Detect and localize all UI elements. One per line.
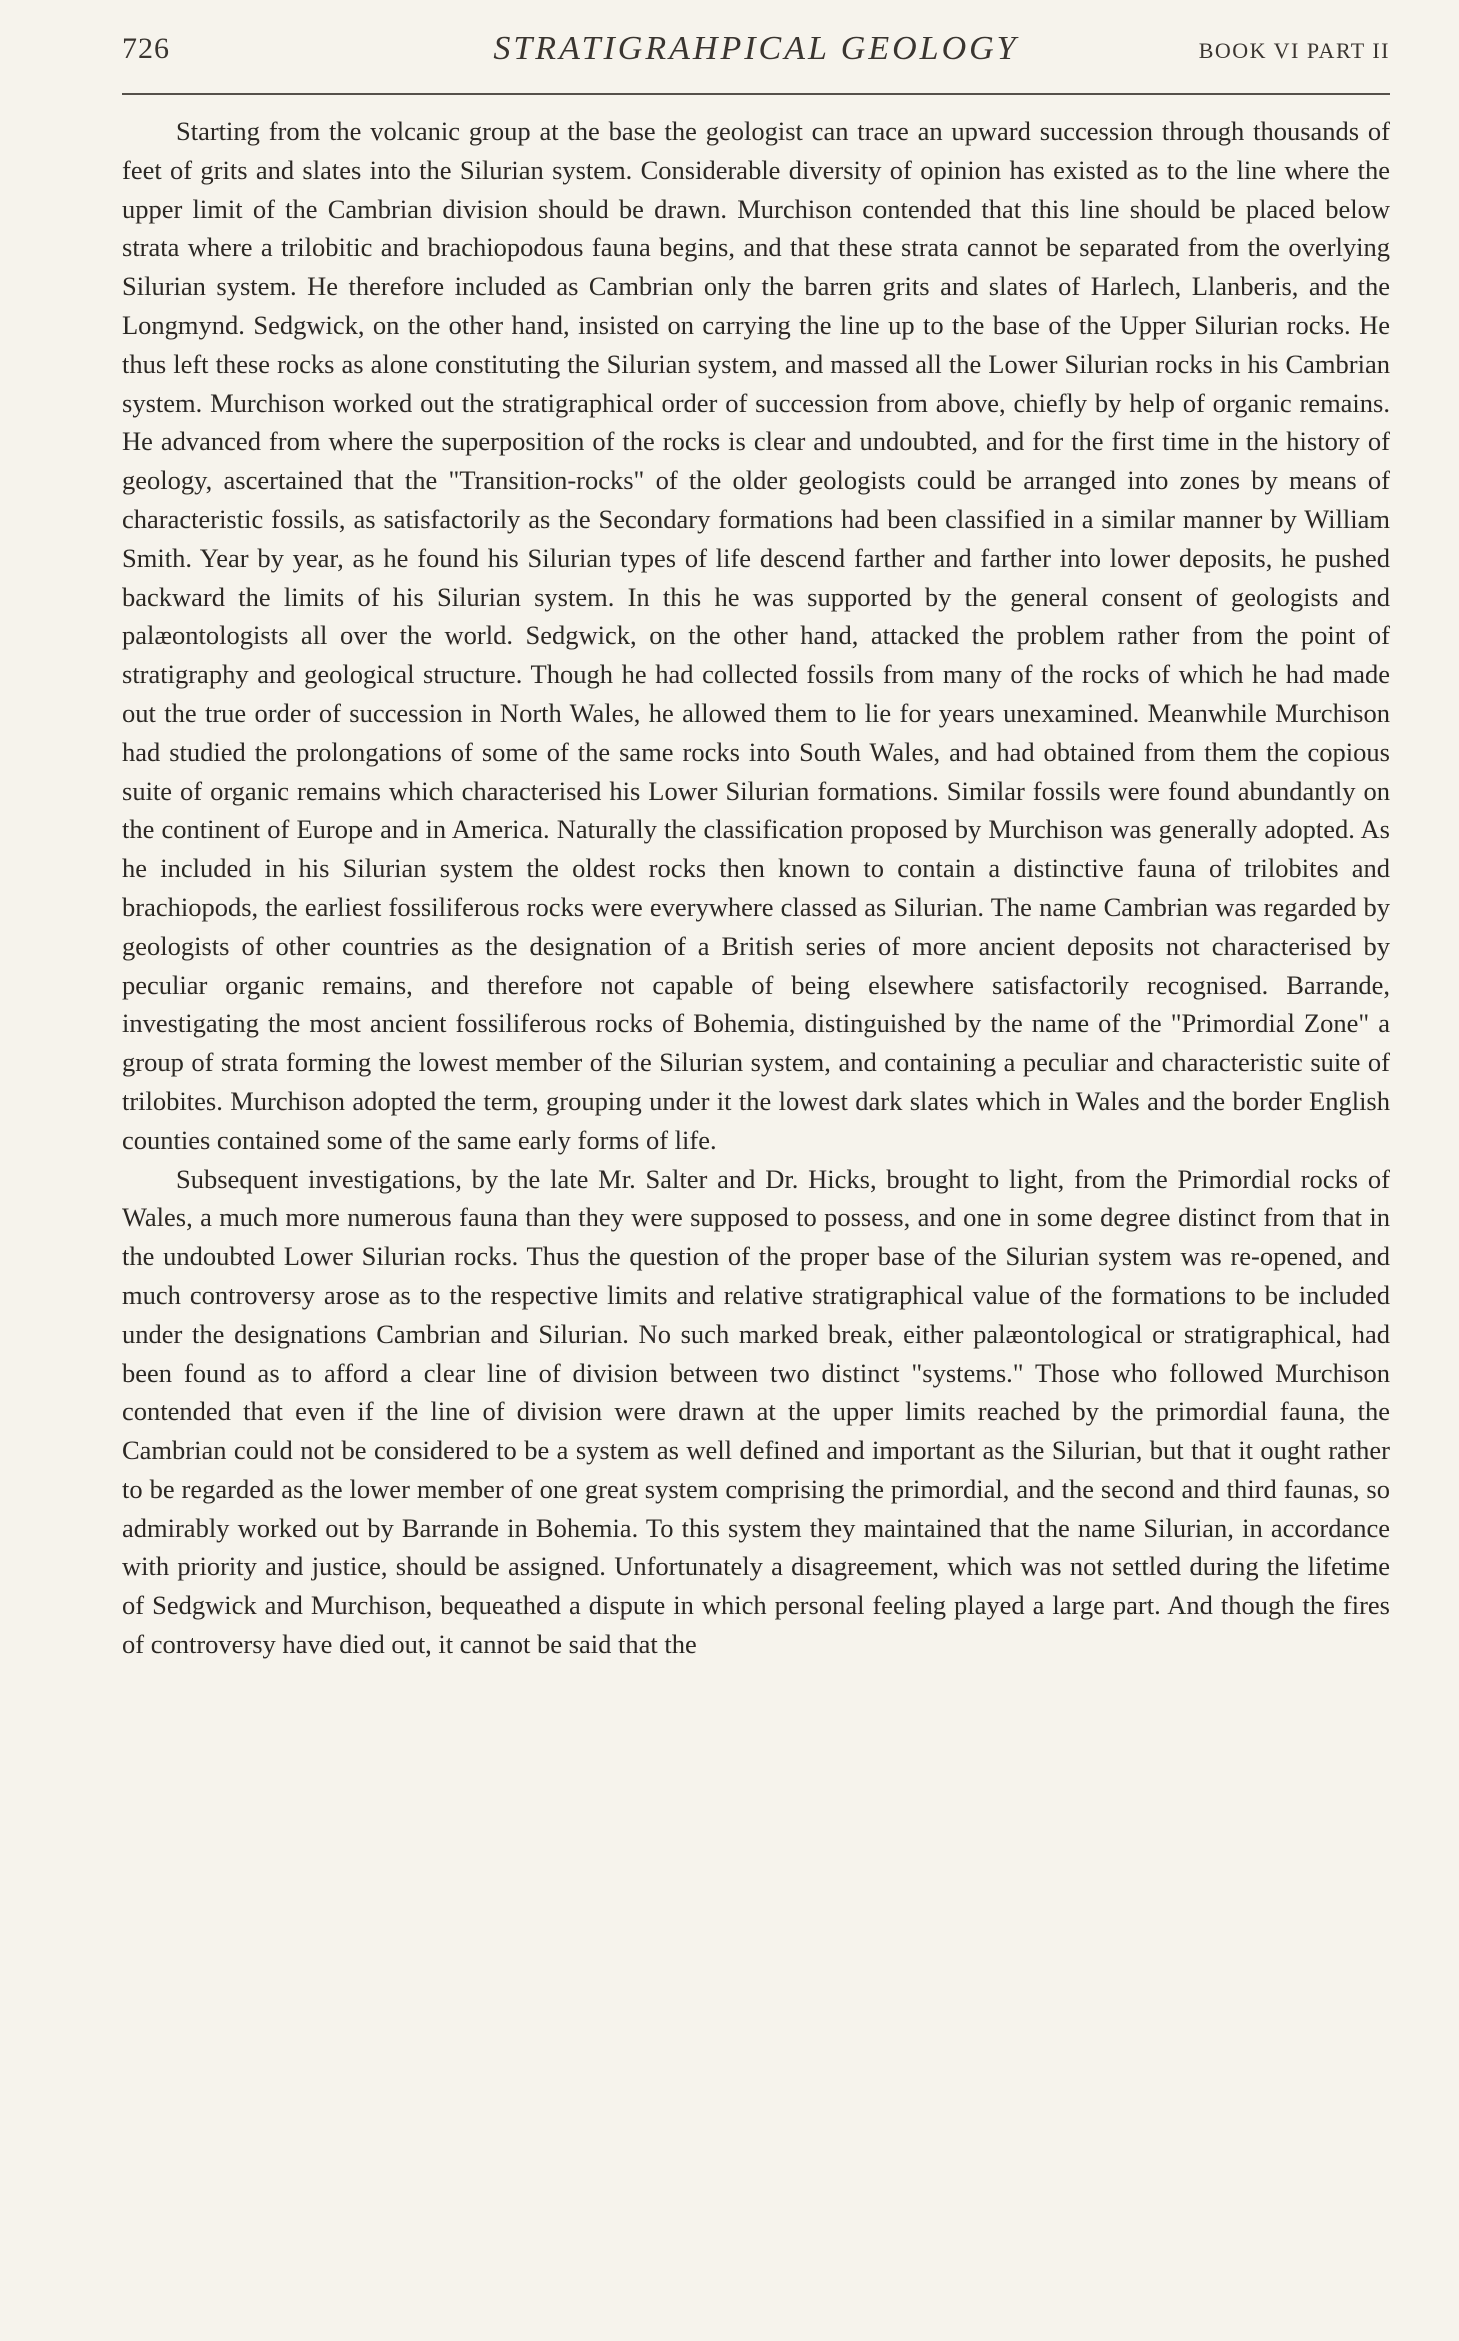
body-text [122,112,1390,1664]
book-part-label: BOOK VI PART II [1198,38,1390,63]
paragraph: Subsequent investigations, by the late Mr. Salter and Dr. Hicks, brought to light, from the Primordial rocks of Wales, a much more numerous fauna than they were supposed to possess, and one in some degree distinct from that in the undoubted Lower Silurian rocks. Thus the question of the proper base of the Silurian system was re-opened, and much controversy arose as to the respective limits and relative stratigraphical value of the formations to be included under the designations Cambrian and Silurian. No such marked break, either palæontological or stratigraphical, had been found as to afford a clear line of division between two distinct "systems." Those who followed Murchison contended that even if the line of division were drawn at the upper limits reached by the primordial fauna, the Cambrian could not be considered to be a system as well defined and important as the Silurian, but that it ought rather to be regarded as the lower member of one great system comprising the primordial, and the second and third faunas, so admirably worked out by Barrande in Bohemia. To this system they maintained that the name Silurian, in accordance with priority and justice, should be assigned. Unfortunately a disagreement, which was not settled during the lifetime of Sedgwick and Murchison, bequeathed a dispute in which personal feeling played a large part. And though the fires of controversy have died out, it cannot be said that the [122,1163,1390,1660]
running-title: STRATIGRAHPICAL GEOLOGY [493,30,1019,67]
paragraph: Starting from the volcanic group at the base the geologist can trace an upward succession through thousands of feet of grits and slates into the Silurian system. Considerable diversity of opinion has existed as to the line where the upper limit of the Cambrian division should be drawn. Murchison contended that this line should be placed below strata where a trilobitic and brachiopodous fauna begins, and that these strata cannot be separated from the overlying Silurian system. He therefore included as Cambrian only the barren grits and slates of Harlech, Llanberis, and the Longmynd. Sedgwick, on the other hand, insisted on carrying the line up to the base of the Upper Silurian rocks. He thus left these rocks as alone constituting the Silurian system, and massed all the Lower Silurian rocks in his Cambrian system. Murchison worked out the stratigraphical order of succession from above, chiefly by help of organic remains. He advanced from where the superposition of the rocks is clear and undoubted, and for the first time in the history of geology, ascertained that the "Transition-rocks" of the older geologists could be arranged into zones by means of characteristic fossils, as satisfactorily as the Secondary formations had been classified in a similar manner by William Smith. Year by year, as he found his Silurian types of life descend farther and farther into lower deposits, he pushed backward the limits of his Silurian system. In this he was supported by the general consent of geologists and palæontologists all over the world. Sedgwick, on the other hand, attacked the problem rather from the point of stratigraphy and geological structure. Though he had collected fossils from many of the rocks of which he had made out the true order of succession in North Wales, he allowed them to lie for years unexamined. Meanwhile Murchison had studied the prolongations of some of the same rocks into South Wales, and had obtained from them the copious suite of organic remains which characterised his Lower Silurian formations. Similar fossils were found abundantly on the continent of Europe and in America. Naturally the classification proposed by Murchison was generally adopted. As he included in his Silurian system the oldest rocks then known to contain a distinctive fauna of trilobites and brachiopods, the earliest fossiliferous rocks were everywhere classed as Silurian. The name Cambrian was regarded by geologists of other countries as the designation of a British series of more ancient deposits not characterised by peculiar organic remains, and therefore not capable of being elsewhere satisfactorily recognised. Barrande, investigating the most ancient fossiliferous rocks of Bohemia, distinguished by the name of the "Primordial Zone" a group of strata forming the lowest member of the Silurian system, and containing a peculiar and characteristic suite of trilobites. Murchison adopted the term, grouping under it the lowest dark slates which in Wales and the border English counties contained some of the same early forms of life. [122,116,1390,1155]
page-header [122,28,1390,72]
page-number: 726 [122,32,170,65]
header-rule [122,93,1390,95]
